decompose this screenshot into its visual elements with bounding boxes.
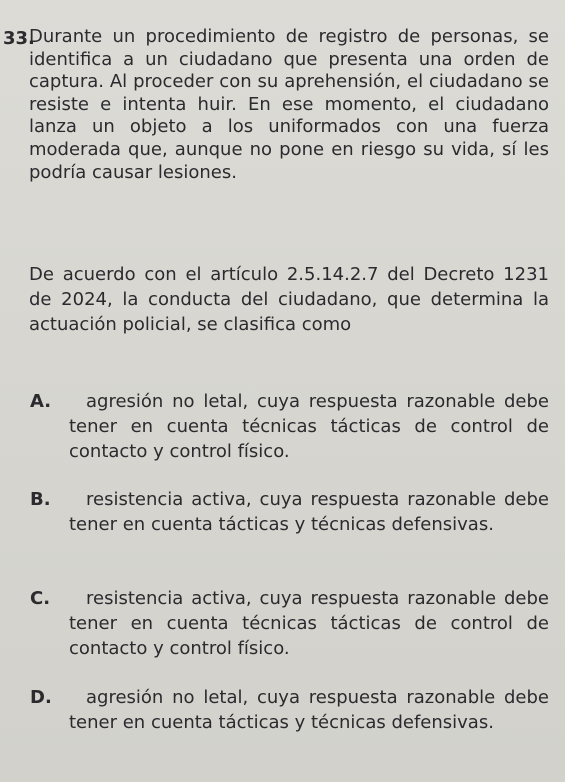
option-text: agresión no letal, cuya respuesta razonable debe tener en cuenta tácticas y técnicas defensivas. [69,687,549,733]
question-intro: Durante un procedimiento de registro de personas, se identifica a un ciudadano que presenta una orden de captura. Al proceder con su aprehensión, el ciudadano se resiste e intenta huir. En ese momento, el ciudadano lanza un objeto a los uniformados con una fuerza moderada que, aunque no pone en riesgo su vida, sí les podría causar lesiones. [29,26,549,183]
option-text: resistencia activa, cuya respuesta razonable debe tener en cuenta tácticas y técnicas defensivas. [69,489,549,535]
option-text: resistencia activa, cuya respuesta razonable debe tener en cuenta técnicas tácticas de control de contacto y control físico. [69,588,549,659]
option-letter: A. [30,391,52,412]
option-letter: C. [30,588,51,609]
question-stem: De acuerdo con el artículo 2.5.14.2.7 del Decreto 1231 de 2024, la conducta del ciudadano, que determina la actuación policial, se clasifica como [29,264,549,335]
question-number: 33. [3,28,35,49]
option-text: agresión no letal, cuya respuesta razonable debe tener en cuenta técnicas tácticas de control de contacto y control físico. [69,391,549,462]
option-letter: B. [30,489,51,510]
option-letter: D. [30,687,52,708]
